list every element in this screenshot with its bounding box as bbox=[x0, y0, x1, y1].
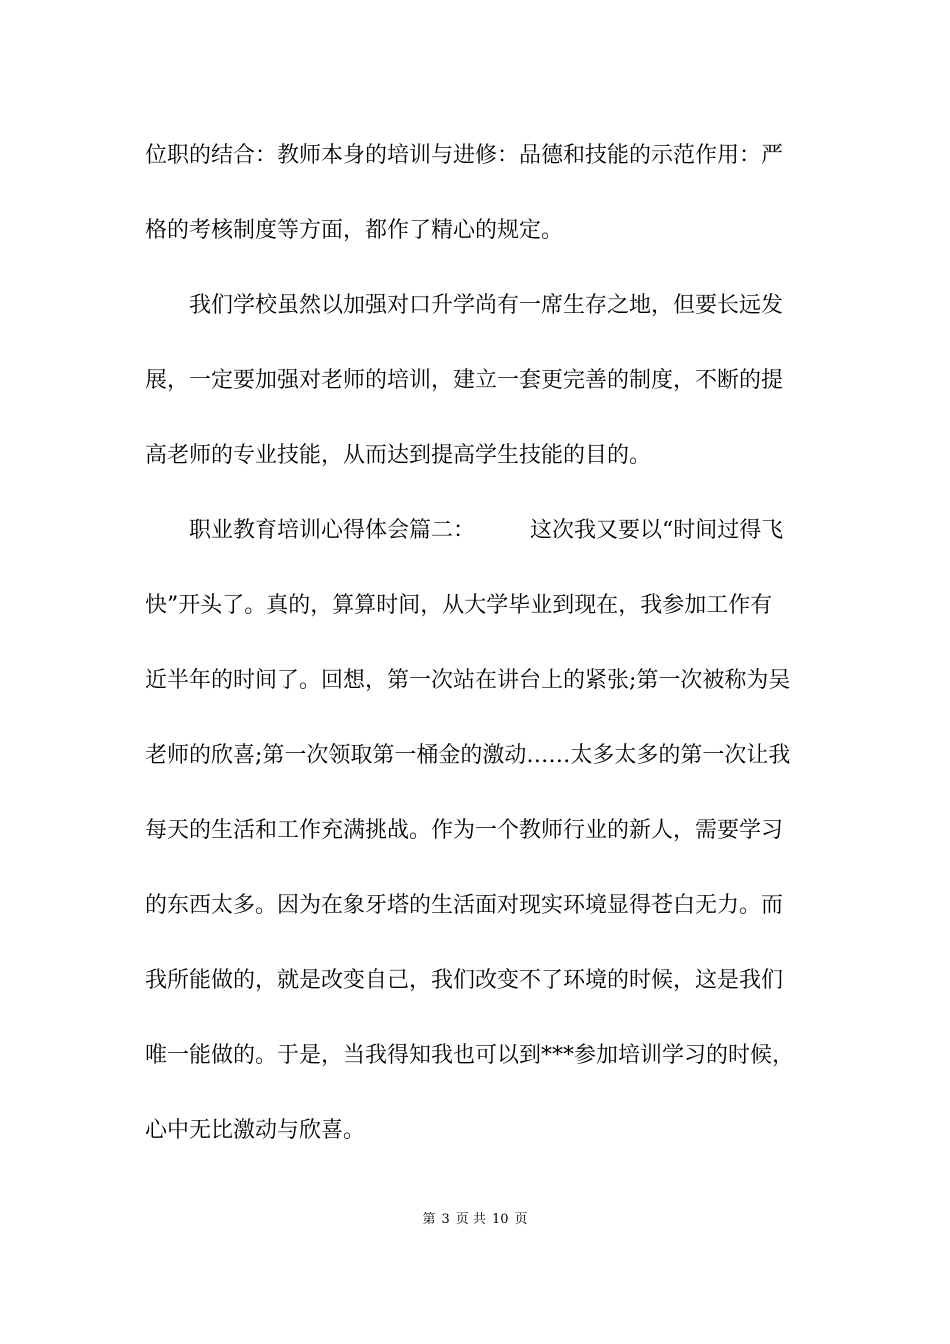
footer-current-page: 3 bbox=[441, 1212, 450, 1227]
page-footer bbox=[0, 1212, 950, 1228]
footer-suffix: 页 bbox=[514, 1212, 528, 1227]
body-line-3: 我们学校虽然以加强对口升学尚有一席生存之地，但要长远发 bbox=[189, 293, 784, 318]
body-line-4: 展，一定要加强对老师的培训，建立一套更完善的制度，不断的提 bbox=[145, 368, 784, 393]
body-line-7: 快”开头了。真的，算算时间，从大学毕业到现在，我参加工作有 bbox=[145, 593, 773, 618]
body-line-8: 近半年的时间了。回想，第一次站在讲台上的紧张;第一次被称为吴 bbox=[145, 668, 791, 693]
footer-middle: 页 共 bbox=[455, 1212, 486, 1227]
body-line-6: 职业教育培训心得体会篇二： 这次我又要以“时间过得飞 bbox=[189, 518, 784, 543]
body-line-5: 高老师的专业技能，从而达到提高学生技能的目的。 bbox=[145, 443, 652, 468]
body-line-13: 唯一能做的。于是，当我得知我也可以到***参加培训学习的时候， bbox=[145, 1043, 795, 1068]
footer-prefix: 第 bbox=[422, 1212, 436, 1227]
body-line-2: 格的考核制度等方面，都作了精心的规定。 bbox=[145, 218, 564, 243]
body-line-14: 心中无比激动与欣喜。 bbox=[145, 1118, 366, 1143]
body-line-12: 我所能做的，就是改变自己，我们改变不了环境的时候，这是我们 bbox=[145, 968, 784, 993]
body-line-1: 位职的结合：教师本身的培训与进修：品德和技能的示范作用：严 bbox=[145, 143, 784, 168]
body-line-9: 老师的欣喜;第一次领取第一桶金的激动……太多太多的第一次让我 bbox=[145, 743, 791, 768]
footer-total-pages: 10 bbox=[491, 1212, 509, 1227]
body-line-11: 的东西太多。因为在象牙塔的生活面对现实环境显得苍白无力。而 bbox=[145, 893, 784, 918]
body-line-10: 每天的生活和工作充满挑战。作为一个教师行业的新人，需要学习 bbox=[145, 818, 784, 843]
